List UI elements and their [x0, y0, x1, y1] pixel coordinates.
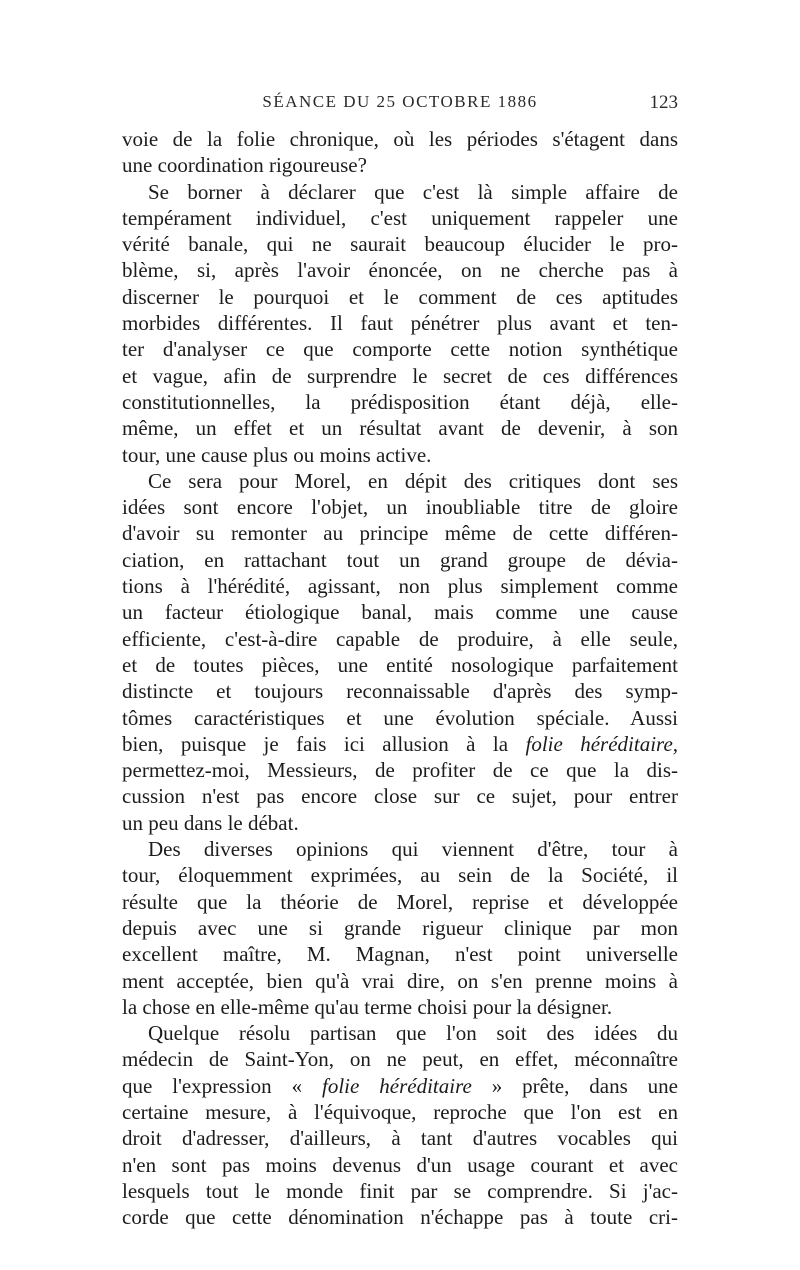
- text-line: droit d'adresser, d'ailleurs, à tant d'autres vocables qui: [122, 1126, 678, 1151]
- text-line: médecin de Saint-Yon, on ne peut, en effet, méconnaître: [122, 1047, 678, 1072]
- paragraph-first-line: Quelque résolu partisan que l'on soit des idées du: [148, 1021, 678, 1046]
- text-segment: » prête, dans une: [491, 1073, 678, 1098]
- text-line: la chose en elle-même qu'au terme choisi pour la désigner.: [122, 994, 613, 1019]
- text-line: corde que cette dénomination n'échappe pas à toute cri-: [122, 1205, 678, 1230]
- text-line-with-italic: [122, 731, 678, 757]
- text-line: tômes caractéristiques et une évolution spéciale. Aussi: [122, 705, 678, 730]
- text-line: un facteur étiologique banal, mais comme une cause: [122, 600, 678, 625]
- text-line-with-italic: [122, 1073, 678, 1099]
- text-line: blème, si, après l'avoir énoncée, on ne cherche pas à: [122, 258, 678, 283]
- italic-term: folie héréditaire,: [525, 731, 679, 756]
- text-line: discerner le pourquoi et le comment de ces aptitudes: [122, 284, 678, 309]
- text-line: voie de la folie chronique, où les périodes s'étagent dans: [122, 127, 678, 151]
- text-line: efficiente, c'est-à-dire capable de produire, à elle seule,: [122, 626, 678, 651]
- text-line: vérité banale, qui ne saurait beaucoup élucider le pro-: [122, 232, 678, 257]
- running-title: SÉANCE DU 25 OCTOBRE 1886: [262, 92, 538, 111]
- text-line: permettez-moi, Messieurs, de profiter de ce que la dis-: [122, 758, 678, 783]
- text-line: et vague, afin de surprendre le secret de ces différences: [122, 363, 678, 388]
- page-number: 123: [649, 92, 678, 113]
- text-line: excellent maître, M. Magnan, n'est point universelle: [122, 942, 678, 967]
- text-line: certaine mesure, à l'équivoque, reproche que l'on est en: [122, 1099, 678, 1124]
- text-line: tour, éloquemment exprimées, au sein de la Société, il: [122, 863, 678, 888]
- text-line: morbides différentes. Il faut pénétrer plus avant et ten-: [122, 311, 678, 336]
- paragraph-first-line: Des diverses opinions qui viennent d'être, tour à: [148, 837, 678, 862]
- text-line: et de toutes pièces, une entité nosologique parfaitement: [122, 652, 678, 677]
- text-line: ciation, en rattachant tout un grand groupe de dévia-: [122, 547, 678, 572]
- body-text: [122, 126, 678, 1230]
- text-line: d'avoir su remonter au principe même de cette différen-: [122, 521, 678, 546]
- text-line: ter d'analyser ce que comporte cette notion synthétique: [122, 337, 678, 362]
- text-line: depuis avec une si grande rigueur clinique par mon: [122, 915, 678, 940]
- text-segment: bien, puisque je fais ici allusion à la: [122, 731, 509, 756]
- italic-term: folie héréditaire: [322, 1073, 472, 1098]
- text-line: distincte et toujours reconnaissable d'après des symp-: [122, 679, 678, 704]
- text-line: lesquels tout le monde finit par se comprendre. Si j'ac-: [122, 1178, 678, 1203]
- text-line: tempérament individuel, c'est uniquement rappeler une: [122, 205, 678, 230]
- text-line: une coordination rigoureuse?: [122, 153, 367, 178]
- text-line: tions à l'hérédité, agissant, non plus simplement comme: [122, 574, 678, 599]
- text-line: tour, une cause plus ou moins active.: [122, 442, 432, 467]
- text-line: idées sont encore l'objet, un inoubliable titre de gloire: [122, 495, 678, 520]
- paragraph-first-line: Ce sera pour Morel, en dépit des critiques dont ses: [148, 468, 678, 493]
- running-head: [122, 92, 678, 122]
- text-line: ment acceptée, bien qu'à vrai dire, on s'en prenne moins à: [122, 968, 678, 993]
- text-line: résulte que la théorie de Morel, reprise et développée: [122, 889, 678, 914]
- text-line: un peu dans le débat.: [122, 810, 299, 835]
- text-line: n'en sont pas moins devenus d'un usage courant et avec: [122, 1152, 678, 1177]
- paragraph-first-line: Se borner à déclarer que c'est là simple affaire de: [148, 179, 678, 204]
- text-line: cussion n'est pas encore close sur ce sujet, pour entrer: [122, 784, 678, 809]
- text-line: même, un effet et un résultat avant de devenir, à son: [122, 416, 678, 441]
- text-segment: que l'expression «: [122, 1073, 303, 1098]
- text-line: constitutionnelles, la prédisposition étant déjà, elle-: [122, 389, 678, 414]
